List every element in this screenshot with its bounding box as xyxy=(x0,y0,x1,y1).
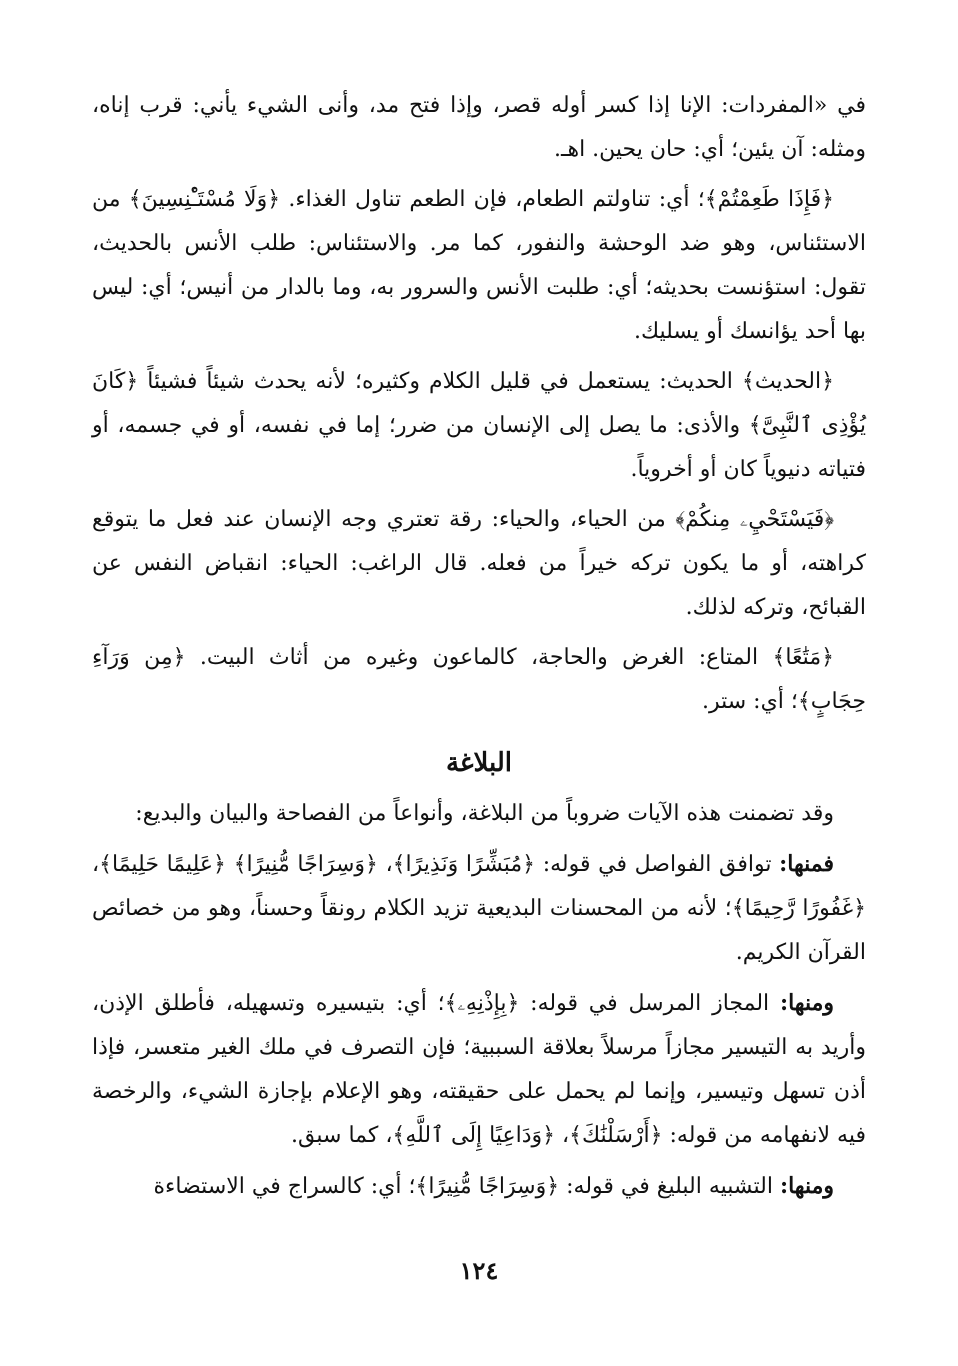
section-heading: البلاغة xyxy=(445,748,513,778)
paragraph-text: وقد تضمنت هذه الآيات ضروباً من البلاغة، وأنواعاً من الفصاحة والبيان والبديع: xyxy=(135,801,834,826)
paragraph-lead: فمنها: xyxy=(779,851,834,877)
paragraph-taimtum xyxy=(92,178,866,354)
paragraph-majaz xyxy=(92,981,866,1158)
paragraph-text: المجاز المرسل في قوله: ﴿بِإِذْنِهِۦ﴾؛ أي: بتيسيره وتسهيله، فأطلق الإذن، وأريد به التيسير مجازاً مرسلاً بعلاقة السببية؛ فإن التصرف في ملك الغير متعسر، فإذا أذن تسهل وتيسير، وإنما لم يحمل على حقيقته، وهو الإعلام بإجازة الشيء، والرخصة فيه لانفهامه من قوله: ﴿أَرْسَلْنَٰكَ﴾، ﴿وَدَاعِيًا إِلَى ٱللَّهِ﴾، كما سبق. xyxy=(92,991,866,1148)
paragraph-mufradat xyxy=(92,84,866,172)
paragraph-text: التشبيه البليغ في قوله: ﴿وَسِرَاجًا مُّنِيرًا﴾؛ أي: كالسراج في الاستضاءة xyxy=(153,1174,780,1199)
paragraph-tashbih xyxy=(92,1164,866,1209)
paragraph-hadith xyxy=(92,360,866,492)
paragraph-text: ﴿فَيَسْتَحْيِۦ مِنكُمْ﴾ من الحياء، والحياء: رقة تعتري وجه الإنسان عند فعل ما يتوقع كراهته، أو ما يكون تركه خيراً من فعله. قال الراغب: الحياء: انقباض النفس عن القبائح، وتركه لذلك. xyxy=(92,507,866,620)
paragraph-intro xyxy=(92,792,866,836)
paragraph-text: ﴿فَإِذَا طَعِمْتُمْ﴾؛ أي: تناولتم الطعام، فإن الطعم تناول الغذاء. ﴿وَلَا مُسْتَـْٔنِسِينَ﴾ من الاستئناس، وهو ضد الوحشة والنفور، كما مر. والاستئناس: طلب الأنس بالحديث، تقول: استؤنست بحديثه؛ أي: طلبت الأنس والسرور به، وما بالدار من أنيس؛ أي: ليس بها أحد يؤانسك أو يسليك. xyxy=(92,187,866,344)
paragraph-mataa xyxy=(92,636,866,724)
paragraph-text: ﴿الحديث﴾ الحديث: يستعمل في قليل الكلام وكثيره؛ لأنه يحدث شيئاً فشيئاً ﴿كَانَ يُؤْذِى ٱلنَّبِىَّ﴾ والأذى: ما يصل إلى الإنسان من ضرر؛ إما في نفسه، أو في جسمه، أو فتياته دنيوياً كان أو أخروياً. xyxy=(92,369,866,482)
page-body xyxy=(92,84,866,1215)
paragraph-lead: ومنها: xyxy=(779,990,834,1016)
paragraph-fawasil xyxy=(92,842,866,975)
paragraph-hayaa xyxy=(92,498,866,630)
paragraph-text: توافق الفواصل في قوله: ﴿مُبَشِّرًا وَنَذِيرًا﴾، ﴿وَسِرَاجًا مُّنِيرًا﴾ ﴿عَلِيمًا حَلِيمًا﴾، ﴿غَفُورًا رَّحِيمًا﴾؛ لأنه من المحسنات البديعية تزيد الكلام رونقاً وحسناً، وهو من خصائص القرآن الكريم. xyxy=(92,852,866,965)
paragraph-lead: ومنها: xyxy=(779,1173,834,1199)
paragraph-text: ﴿مَتَٰعًا﴾ المتاع: الغرض والحاجة، كالماعون وغيره من أثاث البيت. ﴿مِن وَرَآءِ حِجَابٍ﴾؛ أي: ستر. xyxy=(92,645,866,714)
paragraph-text: في «المفردات: الإنا إذا كسر أوله قصر، وإذا فتح مد، وأنى الشيء يأني: قرب إناه، ومثله: آن يئين؛ أي: حان يحين. اهـ. xyxy=(92,93,866,162)
page-number: ١٢٤ xyxy=(459,1256,499,1285)
